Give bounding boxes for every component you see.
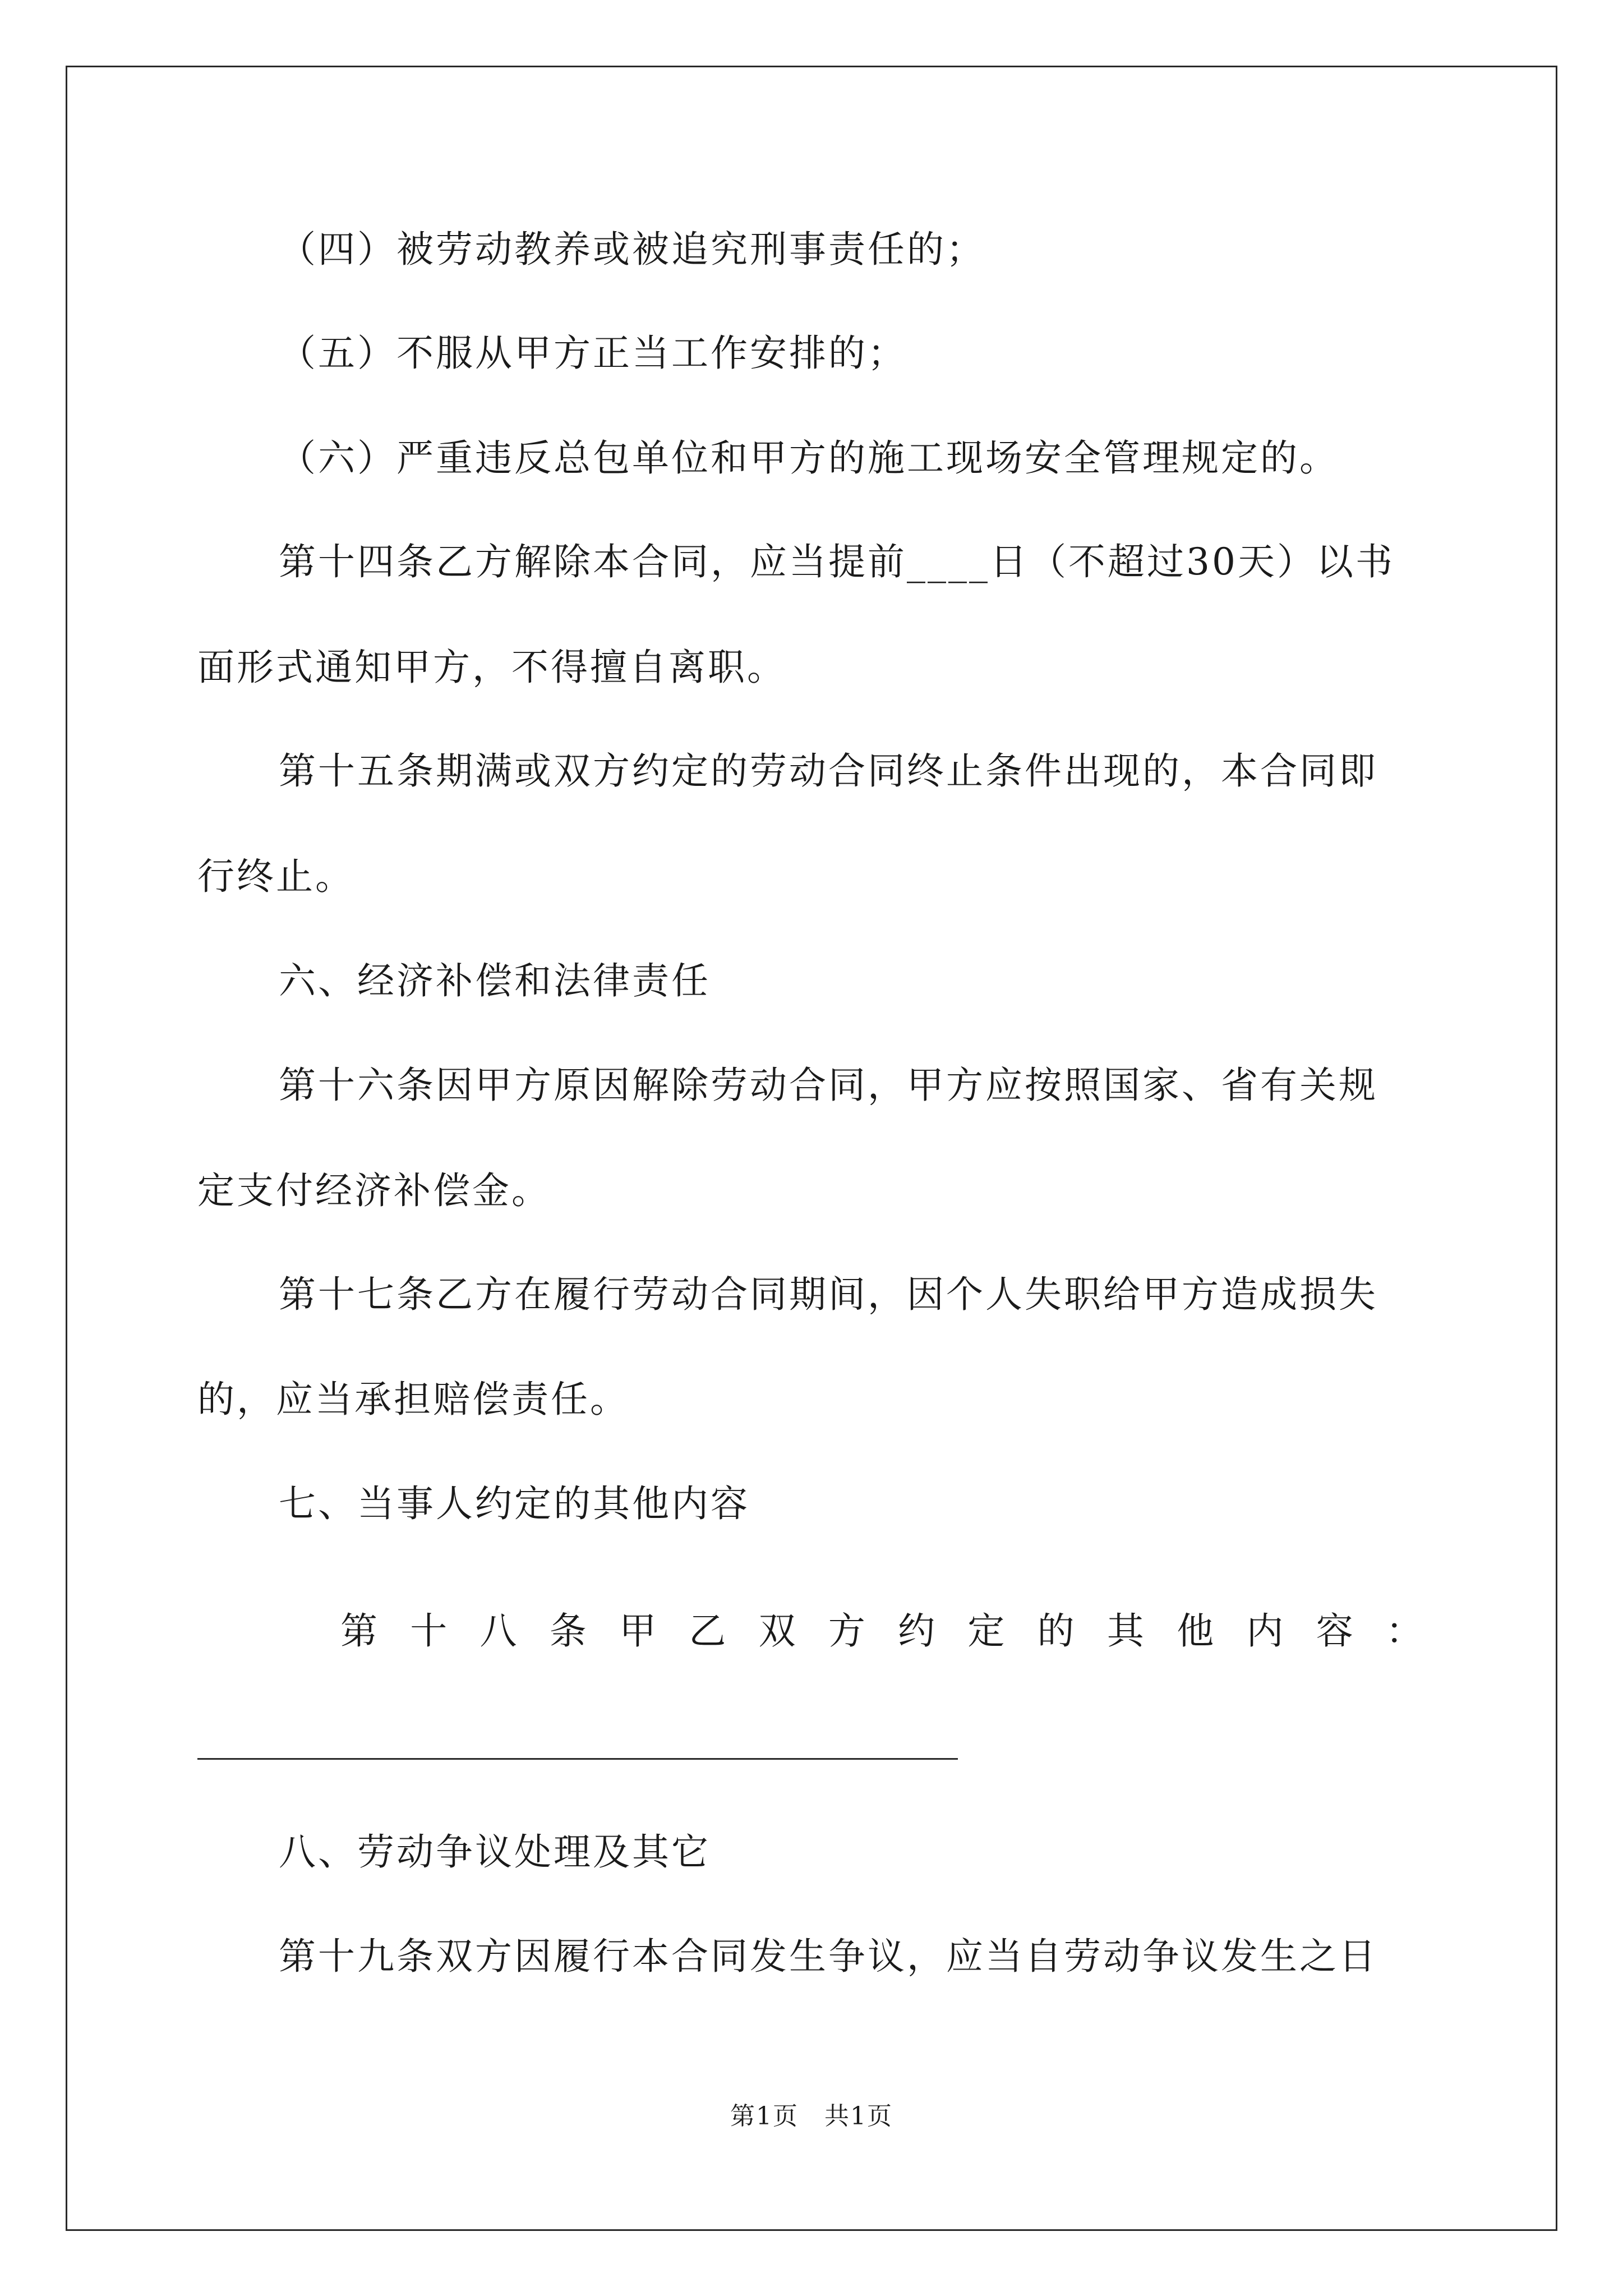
article-18-char: 甲: [619, 1609, 657, 1653]
section-heading-6: 六、经济补偿和法律责任: [279, 959, 711, 1002]
fill-in-blank-line: [197, 1758, 958, 1760]
article-14-line-1: 第十四条乙方解除本合同，应当提前____日（不超过30天）以书: [279, 540, 1395, 583]
article-18-char: 十: [410, 1609, 448, 1653]
article-18-char: 约: [898, 1609, 935, 1653]
article-19-line-1: 第十九条双方因履行本合同发生争议，应当自劳动争议发生之日: [279, 1935, 1378, 1978]
page-border: [66, 66, 1557, 2231]
article-18-char: 他: [1177, 1609, 1214, 1653]
article-17-line-1: 第十七条乙方在履行劳动合同期间，因个人失职给甲方造成损失: [279, 1273, 1378, 1316]
article-18-char: 第: [340, 1609, 377, 1653]
clause-item-5: （五）不服从甲方正当工作安排的；: [279, 332, 907, 375]
clause-item-4: （四）被劳动教养或被追究刑事责任的；: [279, 228, 985, 271]
article-18-char: 的: [1037, 1609, 1075, 1653]
page-number-footer: 第1页 共1页: [730, 2102, 893, 2131]
article-18-char: 定: [967, 1609, 1005, 1653]
article-15-line-2: 行终止。: [197, 855, 354, 898]
article-18-char: 条: [549, 1609, 587, 1653]
section-heading-8: 八、劳动争议处理及其它: [279, 1830, 711, 1874]
section-heading-7: 七、当事人约定的其他内容: [279, 1482, 750, 1525]
article-18-char: ：: [1385, 1609, 1423, 1653]
article-18-char: 内: [1246, 1609, 1284, 1653]
clause-item-6: （六）严重违反总包单位和甲方的施工现场安全管理规定的。: [279, 436, 1339, 480]
article-15-line-1: 第十五条期满或双方约定的劳动合同终止条件出现的，本合同即: [279, 749, 1378, 793]
article-18-char: 容: [1316, 1609, 1353, 1653]
article-18-char: 其: [1106, 1609, 1144, 1653]
article-18-line: [340, 1609, 1423, 1654]
article-16-line-2: 定支付经济补偿金。: [197, 1169, 551, 1212]
article-14-line-2: 面形式通知甲方，不得擅自离职。: [197, 646, 786, 689]
article-18-char: 方: [828, 1609, 865, 1653]
article-16-line-1: 第十六条因甲方原因解除劳动合同，甲方应按照国家、省有关规: [279, 1064, 1378, 1107]
article-18-char: 八: [479, 1609, 517, 1653]
article-18-char: 乙: [689, 1609, 726, 1653]
article-18-char: 双: [758, 1609, 796, 1653]
article-17-line-2: 的，应当承担赔偿责任。: [197, 1378, 629, 1421]
